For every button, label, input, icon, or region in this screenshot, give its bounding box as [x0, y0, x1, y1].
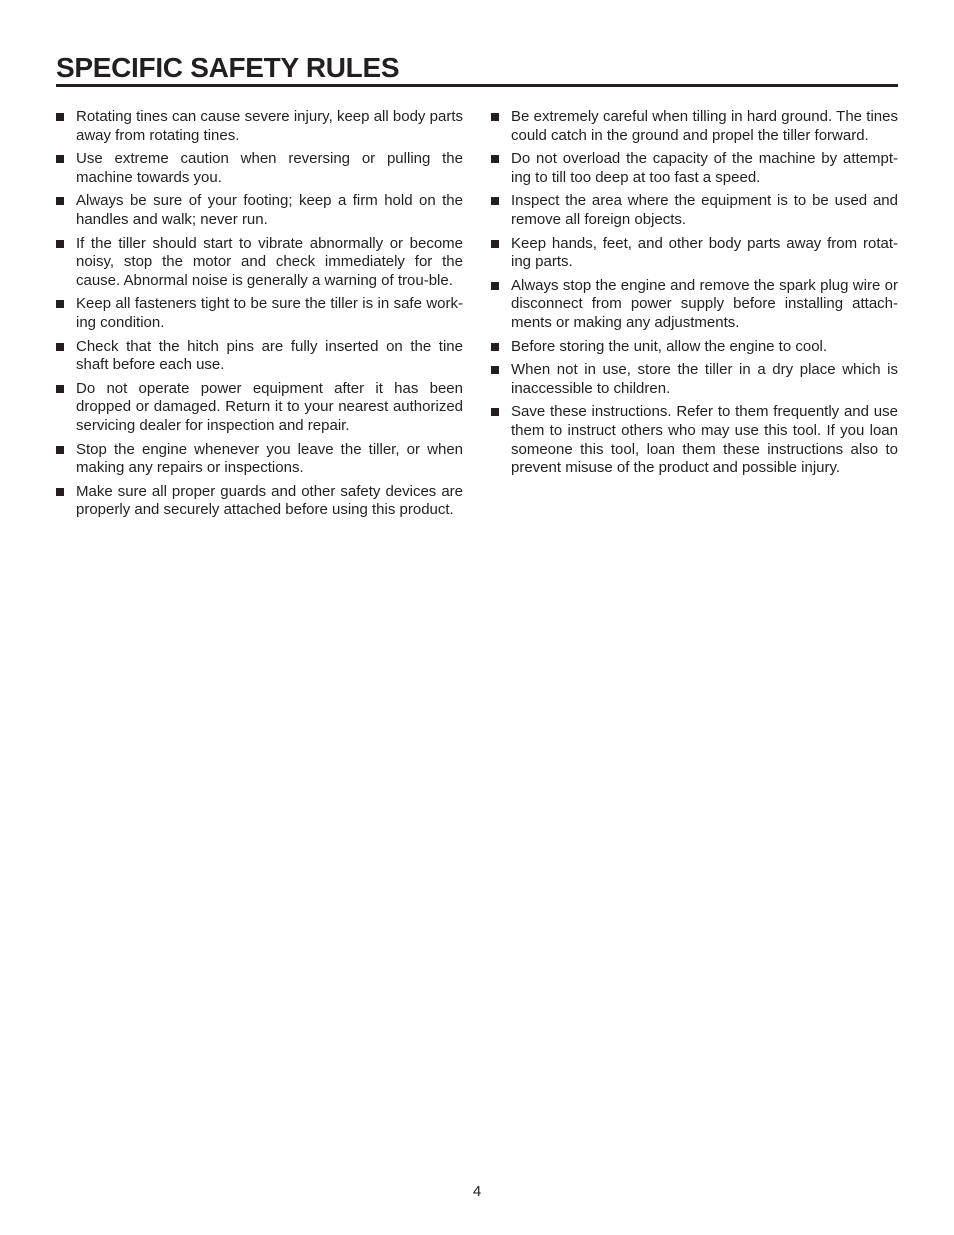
square-bullet-icon	[56, 343, 64, 351]
safety-rule-text: Always stop the engine and remove the spark plug wire or disconnect from power supply before installing attach-ments or making any adjustments.	[511, 276, 898, 331]
safety-rule-text: Before storing the unit, allow the engine to cool.	[511, 337, 828, 355]
square-bullet-icon	[491, 366, 499, 374]
safety-rule-text: Keep all fasteners tight to be sure the tiller is in safe work-ing condition.	[76, 295, 463, 331]
safety-rule-item	[491, 361, 898, 398]
square-bullet-icon	[56, 113, 64, 121]
square-bullet-icon	[56, 155, 64, 163]
safety-rule-text: If the tiller should start to vibrate abnormally or become noisy, stop the motor and check immediately for the cause. Abnormal noise is generally a warning of trou-ble.	[76, 234, 463, 289]
safety-rule-text: When not in use, store the tiller in a dry place which is inaccessible to children.	[511, 361, 898, 397]
safety-rule-text: Do not overload the capacity of the machine by attempt-ing to till too deep at too fast a speed.	[511, 150, 898, 186]
safety-rule-text: Always be sure of your footing; keep a firm hold on the handles and walk; never run.	[76, 192, 463, 228]
safety-rule-text: Make sure all proper guards and other safety devices are properly and securely attached before using this product.	[76, 482, 463, 519]
page-title: SPECIFIC SAFETY RULES	[56, 52, 400, 83]
safety-rule-item	[491, 235, 898, 272]
square-bullet-icon	[491, 155, 499, 163]
safety-rule-item	[56, 441, 463, 478]
safety-rule-item	[491, 192, 898, 229]
safety-rule-item	[491, 338, 898, 357]
safety-rule-item	[56, 483, 463, 520]
title-rule	[56, 84, 898, 87]
safety-rule-item	[491, 108, 898, 145]
square-bullet-icon	[491, 408, 499, 416]
safety-rule-text: Check that the hitch pins are fully inserted on the tine shaft before each use.	[76, 337, 463, 374]
safety-rule-item	[56, 295, 463, 332]
square-bullet-icon	[491, 282, 499, 290]
safety-rule-text: Save these instructions. Refer to them frequently and use them to instruct others who may use this tool. If you loan someone this tool, loan them these instructions also to prevent misuse of the product and possible injury.	[511, 403, 898, 477]
safety-rule-text: Be extremely careful when tilling in hard ground. The tines could catch in the ground and propel the tiller forward.	[511, 108, 898, 144]
safety-rule-item	[56, 235, 463, 291]
square-bullet-icon	[56, 385, 64, 393]
safety-rule-text: Rotating tines can cause severe injury, keep all body parts away from rotating tines.	[76, 108, 463, 144]
square-bullet-icon	[56, 446, 64, 454]
square-bullet-icon	[491, 113, 499, 121]
left-column-rules	[56, 108, 463, 525]
page-number: 4	[472, 1183, 482, 1200]
safety-rule-item	[491, 277, 898, 333]
safety-rule-item	[56, 380, 463, 436]
safety-rule-item	[56, 108, 463, 145]
safety-rule-item	[56, 150, 463, 187]
right-column-rules	[491, 108, 898, 483]
square-bullet-icon	[56, 197, 64, 205]
safety-rule-text: Keep hands, feet, and other body parts away from rotat-ing parts.	[511, 234, 898, 271]
square-bullet-icon	[491, 240, 499, 248]
safety-rule-item	[491, 150, 898, 187]
safety-rule-text: Inspect the area where the equipment is to be used and remove all foreign objects.	[511, 192, 898, 228]
safety-rule-item	[56, 192, 463, 229]
square-bullet-icon	[56, 240, 64, 248]
safety-rule-text: Use extreme caution when reversing or pulling the machine towards you.	[76, 150, 463, 186]
square-bullet-icon	[56, 300, 64, 308]
safety-rule-item	[491, 403, 898, 477]
square-bullet-icon	[491, 197, 499, 205]
square-bullet-icon	[491, 343, 499, 351]
safety-rule-item	[56, 338, 463, 375]
safety-rule-text: Do not operate power equipment after it has been dropped or damaged. Return it to your nearest authorized servicing dealer for inspection and repair.	[76, 379, 463, 434]
square-bullet-icon	[56, 488, 64, 496]
safety-rule-text: Stop the engine whenever you leave the tiller, or when making any repairs or inspections.	[76, 440, 463, 477]
